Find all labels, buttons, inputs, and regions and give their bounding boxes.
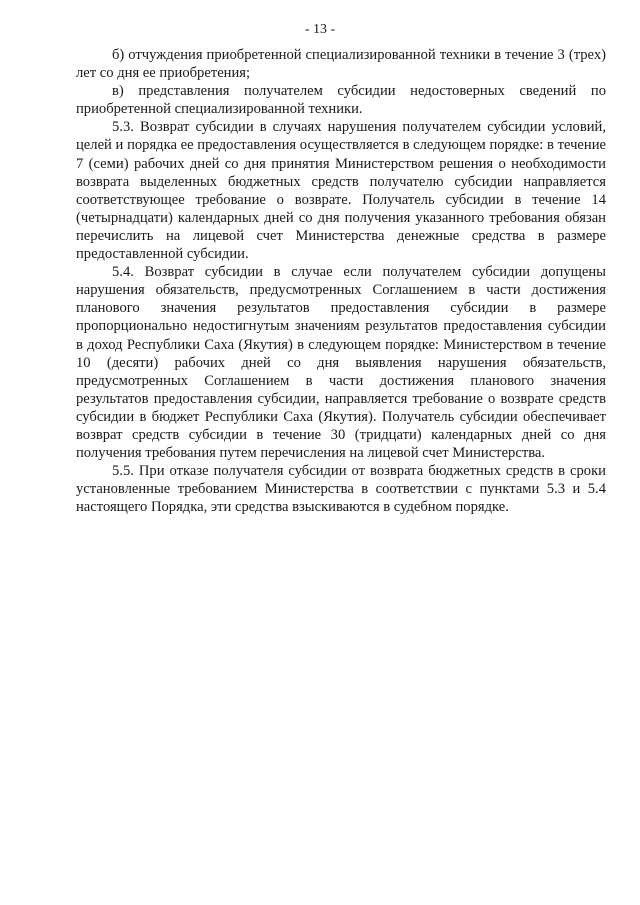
paragraph-5-4: 5.4. Возврат субсидии в случае если получателем субсидии допущены нарушения обязательств, предусмотренных Соглашением в части достижения планового значения результатов предоставления субсидии в размере пропорционально недостигнутым значениям результатов предоставления субсидии в доход Республики Саха (Якутия) в следующем порядке: Министерством в течение 10 (десяти) рабочих дней со дня выявления нарушения обязательств, предусмотренных Соглашением в части достижения планового значения результатов предоставления субсидии, направляется требование о возврате средств субсидии в бюджет Республики Саха (Якутия). Получатель субсидии обеспечивает возврат средств субсидии в течение 30 (тридцати) календарных дней со дня получения требования путем перечисления на лицевой счет Министерства. xyxy=(76,264,606,462)
paragraph-5-5: 5.5. При отказе получателя субсидии от возврата бюджетных средств в сроки установленные требованием Министерства в соответствии с пунктами 5.3 и 5.4 настоящего Порядка, эти средства взыскиваются в судебном порядке. xyxy=(76,463,606,516)
document-body xyxy=(76,46,606,516)
page-number: - 13 - xyxy=(304,22,336,37)
paragraph-item-b: б) отчуждения приобретенной специализированной техники в течение 3 (трех) лет со дня ее приобретения; xyxy=(76,47,606,82)
paragraph-5-3: 5.3. Возврат субсидии в случаях нарушения получателем субсидии условий, целей и порядка ее предоставления осуществляется в следующем порядке: в течение 7 (семи) рабочих дней со дня принятия Министерством решения о необходимости возврата выделенных бюджетных средств получателю субсидии направляется соответствующее требование о возврате. Получатель субсидии в течение 14 (четырнадцати) календарных дней со дня получения указанного требования обязан перечислить на лицевой счет Министерства денежные средства в размере предоставленной субсидии. xyxy=(76,119,606,263)
paragraph-item-v: в) представления получателем субсидии недостоверных сведений по приобретенной специализированной техники. xyxy=(76,83,606,118)
